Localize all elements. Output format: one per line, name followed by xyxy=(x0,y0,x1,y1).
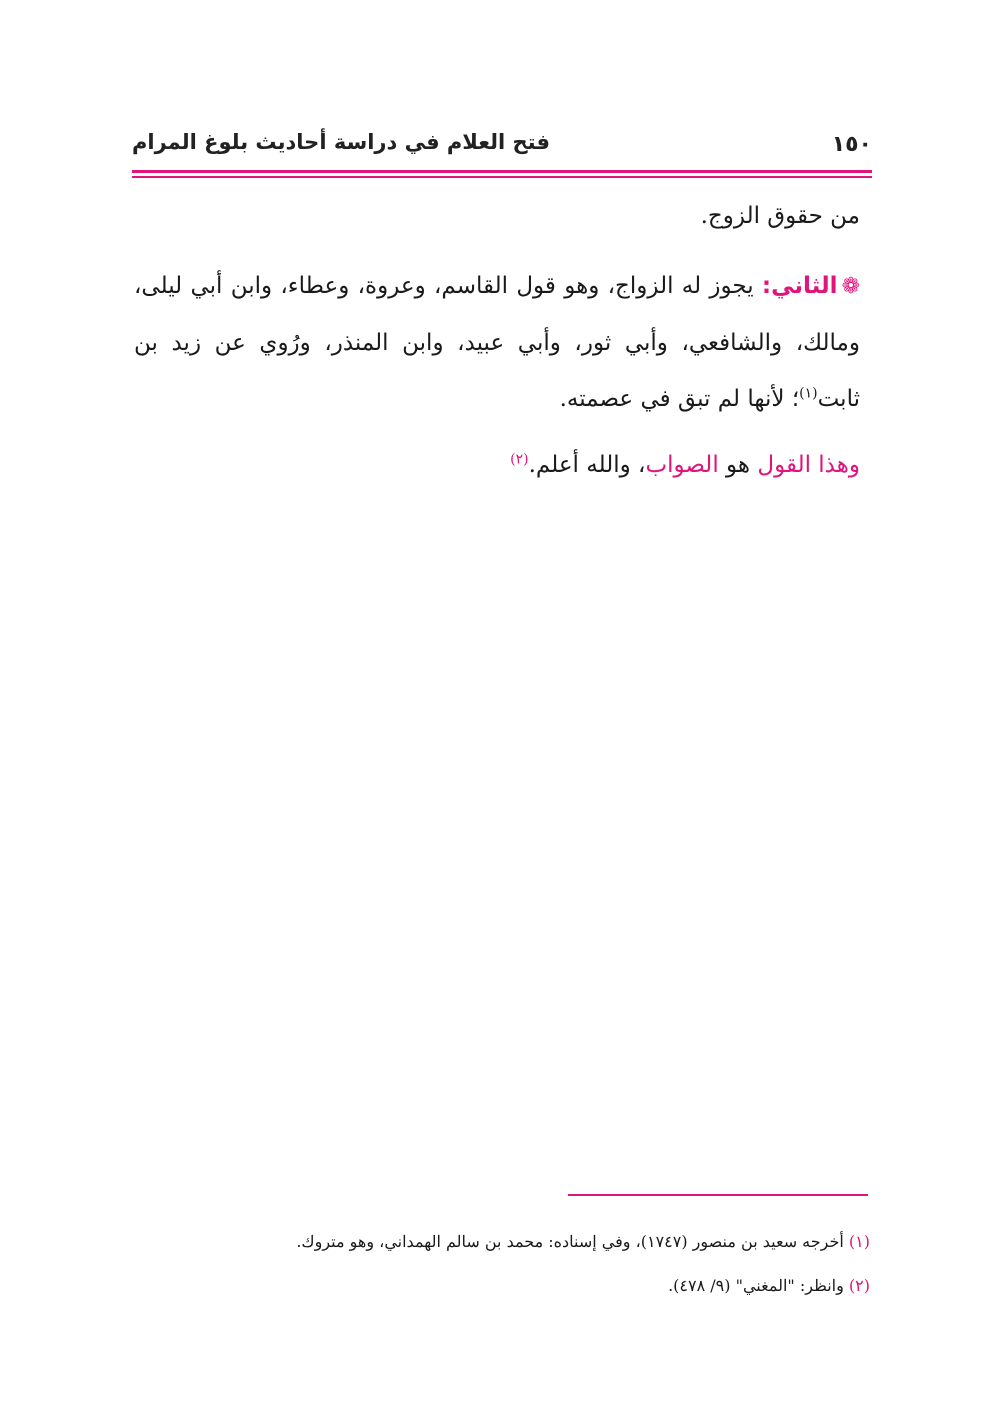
footnote-2 xyxy=(134,1264,870,1308)
footnote-ref-2[interactable]: (٢) xyxy=(510,451,529,468)
footnote-number-1: (١) xyxy=(848,1232,870,1251)
paragraph-3 xyxy=(134,437,860,493)
main-text xyxy=(134,188,860,503)
header-rule-thin xyxy=(132,176,872,178)
running-header xyxy=(132,128,872,168)
paragraph-2 xyxy=(134,258,860,427)
paragraph-2-text: يجوز له الزواج، وهو قول القاسم، وعروة، وعطاء، وابن أبي ليلى، ومالك، والشافعي، وأبي ثور، وأبي عبيد، وابن المنذر، ورُوي عن زيد بن ثابت xyxy=(134,273,860,412)
paragraph-3-text-end: ، والله أعلم. xyxy=(528,452,646,478)
paragraph-1: من حقوق الزوج. xyxy=(700,203,860,229)
highlight-phrase-1: وهذا القول xyxy=(757,452,860,478)
paragraph-3-text: هو xyxy=(718,452,758,478)
book-title: فتح العلام في دراسة أحاديث بلوغ المرام xyxy=(132,130,550,154)
footnote-text-1: أخرجه سعيد بن منصور (١٧٤٧)، وفي إسناده: محمد بن سالم الهمداني، وهو متروك. xyxy=(296,1232,849,1251)
highlight-phrase-2: الصواب xyxy=(645,452,719,478)
footnote-ref-1[interactable]: (١) xyxy=(799,385,818,402)
header-rule-thick xyxy=(132,170,872,173)
footnote-number-2: (٢) xyxy=(848,1276,870,1295)
page-number: ١٥٠ xyxy=(831,132,872,157)
footnote-text-2: وانظر: "المغني" (٩/ ٤٧٨). xyxy=(668,1276,849,1295)
footnote-1 xyxy=(134,1220,870,1264)
footnote-separator xyxy=(568,1194,868,1196)
flower-icon: ❁ xyxy=(841,274,860,299)
paragraph-2-text-end: ؛ لأنها لم تبق في عصمته. xyxy=(559,386,800,412)
footnotes xyxy=(134,1220,870,1308)
section-lead: الثاني: xyxy=(761,273,838,299)
